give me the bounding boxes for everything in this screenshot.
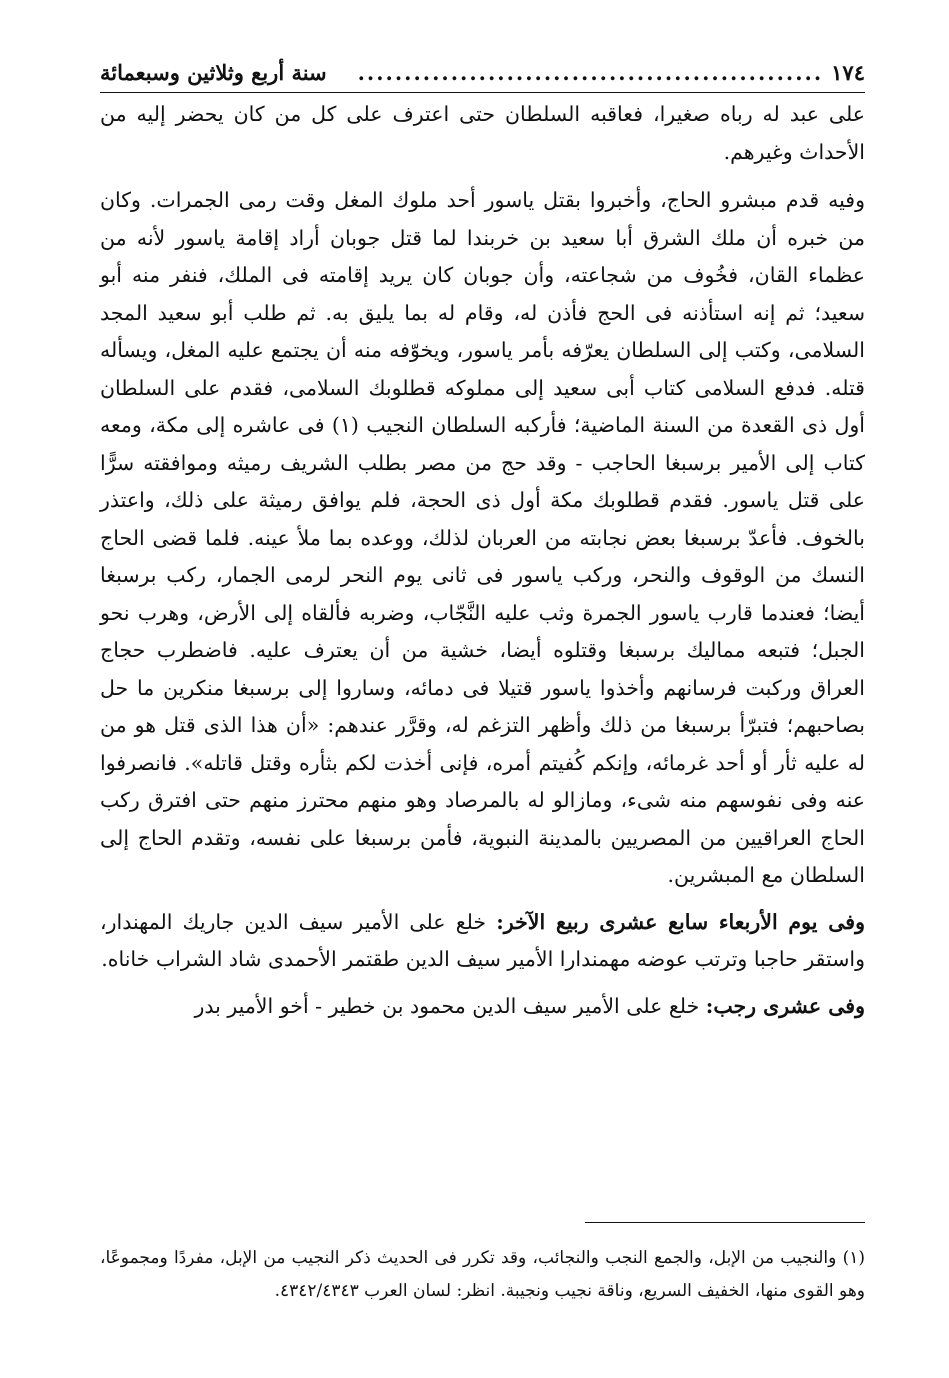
paragraph-lead: وفى يوم الأربعاء سابع عشرى ربيع الآخر:	[496, 909, 865, 934]
paragraph-3	[100, 904, 865, 979]
paragraph-text: على عبد له رباه صغيرا، فعاقبه السلطان حتى اعترف على كل من كان يحضر إليه من الأحداث وغيرهم.	[100, 102, 865, 164]
header-dot-leader: ..................................................	[357, 59, 824, 85]
paragraph-text: وفيه قدم مبشرو الحاج، وأخبروا بقتل ياسور أحد ملوك المغل وقت رمى الجمرات. وكان من خبره أن ملك الشرق أبا سعيد بن خربندا لما قتل جوبان أراد إقامة ياسور لأنه من عظماء القان، فخُوف من شجاعته، وأن جوبان كان يريد إقامته فى الملك، فنفر منه أبو سعيد؛ ثم إنه استأذنه فى الحج فأذن له، وقام له بما يليق به. ثم طلب أبو سعيد المجد السلامى، وكتب إلى السلطان يعرّفه بأمر ياسور، ويخوّفه منه أن يجتمع عليه المغل، ويسأله قتله. فدفع السلامى كتاب أبى سعيد إلى مملوكه قطلوبك السلامى، فقدم على السلطان أول ذى القعدة من السنة الماضية؛ فأركبه السلطان النجيب (١) فى عاشره إلى مكة، ومعه كتاب إلى الأمير برسبغا الحاجب - وقد حج من مصر بطلب الشريف رميثه وموافقته سرًّا على قتل ياسور. فقدم قطلوبك مكة أول ذى الحجة، فلم يوافق رميثة على ذلك، واعتذر بالخوف. فأعدّ برسبغا بعض نجابته من العربان لذلك، ووعده بما ملأ عينه. فلما قضى الحاج النسك من الوقوف والنحر، وركب ياسور فى ثانى يوم النحر لرمى الجمار، ركب برسبغا أيضا؛ فعندما قارب ياسور الجمرة وثب عليه النَّجّاب، وضربه فألقاه إلى الأرض، وهرب نحو الجبل؛ فتبعه مماليك برسبغا وقتلوه أيضا، خشية من أن يعترف عليه. فاضطرب حجاج العراق وركبت فرسانهم وأخذوا ياسور قتيلا فى دمائه، وساروا إلى برسبغا منكرين ما حل بصاحبهم؛ فتبرّأ برسبغا من ذلك وأظهر التزغم له، وقرَّر عندهم: «أن هذا الذى قتل هو من له عليه ثأر أو أحد غرمائه، وإنكم كُفيتم أمره، فإنى أخذت لكم بثأره وقتل قاتله». فانصرفوا عنه وفى نفوسهم منه شىء، ومازالو له بالمرصاد وهو منهم محترز منهم حتى افترق ركب الحاج العراقيين من المصريين بالمدينة النبوية، فأمن برسبغا على نفسه، وتقدم الحاج إلى السلطان مع المبشرين.	[100, 188, 865, 887]
page-number: ١٧٤	[831, 59, 865, 85]
paragraph-lead: وفى عشرى رجب:	[705, 993, 865, 1018]
paragraph-4	[100, 988, 865, 1026]
main-text	[100, 96, 865, 1025]
paragraph-2	[100, 182, 865, 895]
footnote: (١) والنجيب من الإبل، والجمع النجب والنجائب، وقد تكرر فى الحديث ذكر النجيب من الإبل، مفردًا ومجموعًا، وهو القوى منها، الخفيف السريع، وناقة نجيب ونجيبة. انظر: لسان العرب ٤٣٤٢/٤٣٤٣.	[100, 1248, 865, 1301]
running-title: سنة أربع وثلاثين وسبعمائة	[100, 59, 327, 85]
paragraph-1	[100, 96, 865, 171]
footnote-separator	[585, 1222, 865, 1223]
running-header	[100, 52, 865, 93]
paragraph-text: خلع على الأمير سيف الدين محمود بن خطير - أخو الأمير بدر	[194, 993, 700, 1018]
paragraph-text: خلع على الأمير سيف الدين جاريك المهندار، واستقر حاجبا وترتب عوضه مهمندارا الأمير سيف الدين طقتمر الأحمدى شاد الشراب خاناه.	[100, 909, 865, 971]
